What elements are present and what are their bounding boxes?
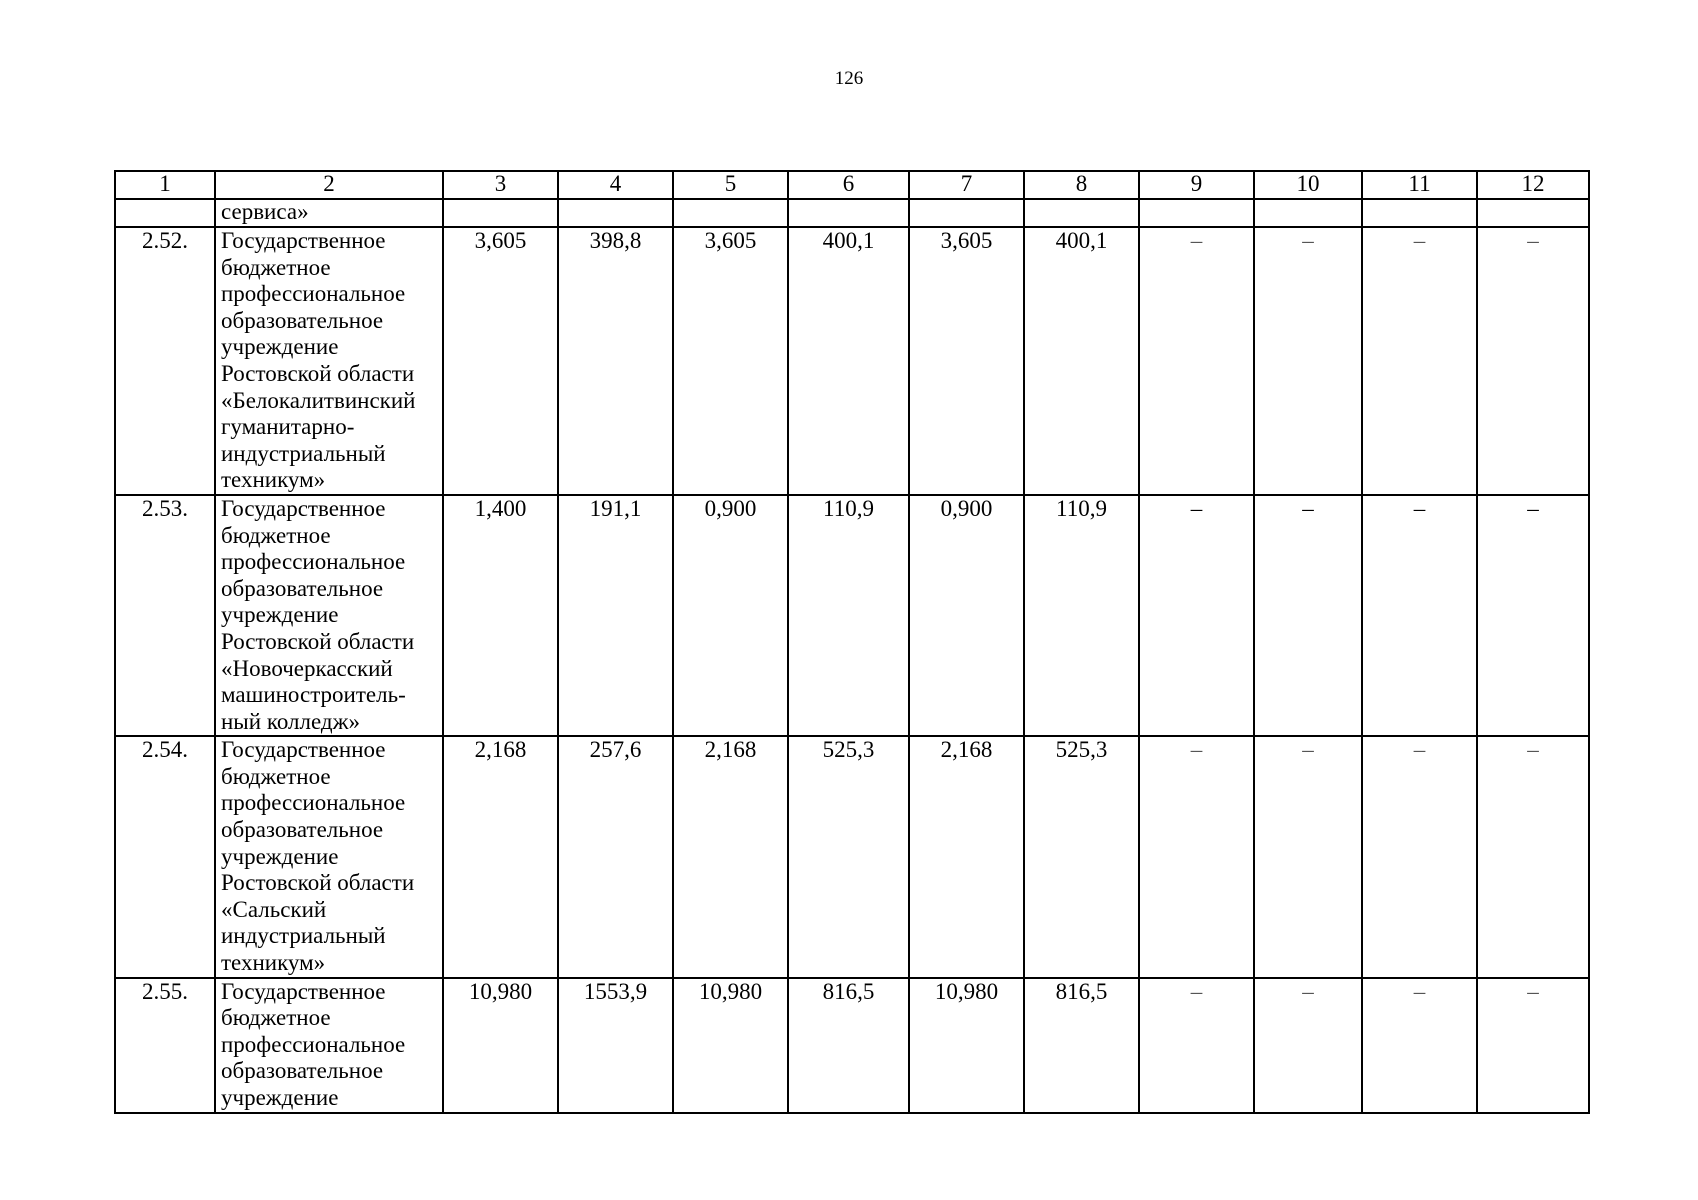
value-cell: 10,980 <box>909 978 1024 1113</box>
institution-name <box>215 495 443 736</box>
value-cell: 3,605 <box>909 227 1024 495</box>
name-line: техникум» <box>221 467 326 493</box>
dash-cell: – <box>1477 227 1589 495</box>
name-line: Ростовской области <box>221 628 415 654</box>
empty-cell <box>788 199 909 227</box>
row-number: 2.54. <box>115 736 215 977</box>
value-cell: 0,900 <box>909 495 1024 736</box>
institution-name <box>215 227 443 495</box>
column-header: 9 <box>1139 171 1254 199</box>
dash-cell: – <box>1477 736 1589 977</box>
name-line: Государственное <box>221 495 386 521</box>
column-header: 3 <box>443 171 558 199</box>
value-cell: 398,8 <box>558 227 673 495</box>
institution-name <box>215 736 443 977</box>
name-line: бюджетное <box>221 522 331 548</box>
row-number: 2.52. <box>115 227 215 495</box>
value-cell: 110,9 <box>788 495 909 736</box>
empty-cell <box>443 199 558 227</box>
empty-cell <box>1477 199 1589 227</box>
dash-cell: – <box>1254 495 1362 736</box>
empty-cell <box>1254 199 1362 227</box>
name-line: Государственное <box>221 228 386 253</box>
row-number: 2.53. <box>115 495 215 736</box>
value-cell: 3,605 <box>673 227 788 495</box>
column-header: 2 <box>215 171 443 199</box>
name-line: индустриальный <box>221 440 386 466</box>
name-line: Государственное <box>221 978 386 1004</box>
name-line: образовательное <box>221 1058 384 1084</box>
empty-cell <box>909 199 1024 227</box>
dash-cell: – <box>1139 978 1254 1113</box>
column-header: 10 <box>1254 171 1362 199</box>
name-line: бюджетное <box>221 254 331 280</box>
value-cell: 2,168 <box>673 736 788 977</box>
column-header: 7 <box>909 171 1024 199</box>
column-header: 12 <box>1477 171 1589 199</box>
empty-cell <box>673 199 788 227</box>
dash-cell: – <box>1139 736 1254 977</box>
value-cell: 1553,9 <box>558 978 673 1113</box>
name-line: «Сальский <box>221 896 327 922</box>
name-line: бюджетное <box>221 763 331 789</box>
value-cell: 400,1 <box>788 227 909 495</box>
value-cell: 1,400 <box>443 495 558 736</box>
dash-cell: – <box>1362 227 1477 495</box>
value-cell: 2,168 <box>909 736 1024 977</box>
value-cell: 2,168 <box>443 736 558 977</box>
column-header: 4 <box>558 171 673 199</box>
column-header: 5 <box>673 171 788 199</box>
name-line: учреждение <box>221 843 339 869</box>
name-line: «Новочеркасский <box>221 655 393 681</box>
dash-cell: – <box>1254 978 1362 1113</box>
row-number: 2.55. <box>115 978 215 1113</box>
data-table <box>114 170 1590 1114</box>
dash-cell: – <box>1477 495 1589 736</box>
table-row <box>115 978 1589 1113</box>
name-line: ный колледж» <box>221 708 360 734</box>
name-line: профессиональное <box>221 549 406 575</box>
dash-cell: – <box>1362 736 1477 977</box>
empty-cell <box>1362 199 1477 227</box>
name-line: Государственное <box>221 737 386 763</box>
value-cell: 10,980 <box>443 978 558 1113</box>
dash-cell: – <box>1477 978 1589 1113</box>
column-header: 1 <box>115 171 215 199</box>
name-line: Ростовской области <box>221 360 415 386</box>
name-line: образовательное <box>221 817 384 843</box>
dash-cell: – <box>1139 495 1254 736</box>
name-line: техникум» <box>221 950 326 976</box>
name-line: профессиональное <box>221 281 406 307</box>
continuation-text: сервиса» <box>215 199 443 227</box>
name-line: профессиональное <box>221 1031 406 1057</box>
name-line: учреждение <box>221 1085 339 1110</box>
name-line: профессиональное <box>221 790 406 816</box>
value-cell: 3,605 <box>443 227 558 495</box>
dash-cell: – <box>1254 736 1362 977</box>
value-cell: 400,1 <box>1024 227 1139 495</box>
empty-cell <box>1024 199 1139 227</box>
value-cell: 110,9 <box>1024 495 1139 736</box>
column-header: 8 <box>1024 171 1139 199</box>
dash-cell: – <box>1362 495 1477 736</box>
value-cell: 525,3 <box>788 736 909 977</box>
value-cell: 525,3 <box>1024 736 1139 977</box>
column-header: 11 <box>1362 171 1477 199</box>
column-header-row <box>115 171 1589 199</box>
name-line: образовательное <box>221 575 384 601</box>
dash-cell: – <box>1254 227 1362 495</box>
name-line: машиностроитель- <box>221 682 406 708</box>
institution-name <box>215 978 443 1113</box>
empty-cell <box>1139 199 1254 227</box>
name-line: гуманитарно- <box>221 414 355 440</box>
value-cell: 0,900 <box>673 495 788 736</box>
value-cell: 816,5 <box>788 978 909 1113</box>
value-cell: 816,5 <box>1024 978 1139 1113</box>
value-cell: 191,1 <box>558 495 673 736</box>
value-cell: 257,6 <box>558 736 673 977</box>
page-number: 126 <box>834 68 864 89</box>
continuation-row <box>115 199 1589 227</box>
table-row <box>115 495 1589 736</box>
column-header: 6 <box>788 171 909 199</box>
name-line: индустриальный <box>221 923 386 949</box>
name-line: Ростовской области <box>221 870 415 896</box>
value-cell: 10,980 <box>673 978 788 1113</box>
name-line: «Белокалитвинский <box>221 387 416 413</box>
name-line: учреждение <box>221 334 339 360</box>
dash-cell: – <box>1139 227 1254 495</box>
name-line: образовательное <box>221 307 384 333</box>
empty-cell <box>558 199 673 227</box>
table-row <box>115 736 1589 977</box>
dash-cell: – <box>1362 978 1477 1113</box>
name-line: бюджетное <box>221 1005 331 1031</box>
empty-cell <box>115 199 215 227</box>
name-line: учреждение <box>221 602 339 628</box>
table-row <box>115 227 1589 495</box>
